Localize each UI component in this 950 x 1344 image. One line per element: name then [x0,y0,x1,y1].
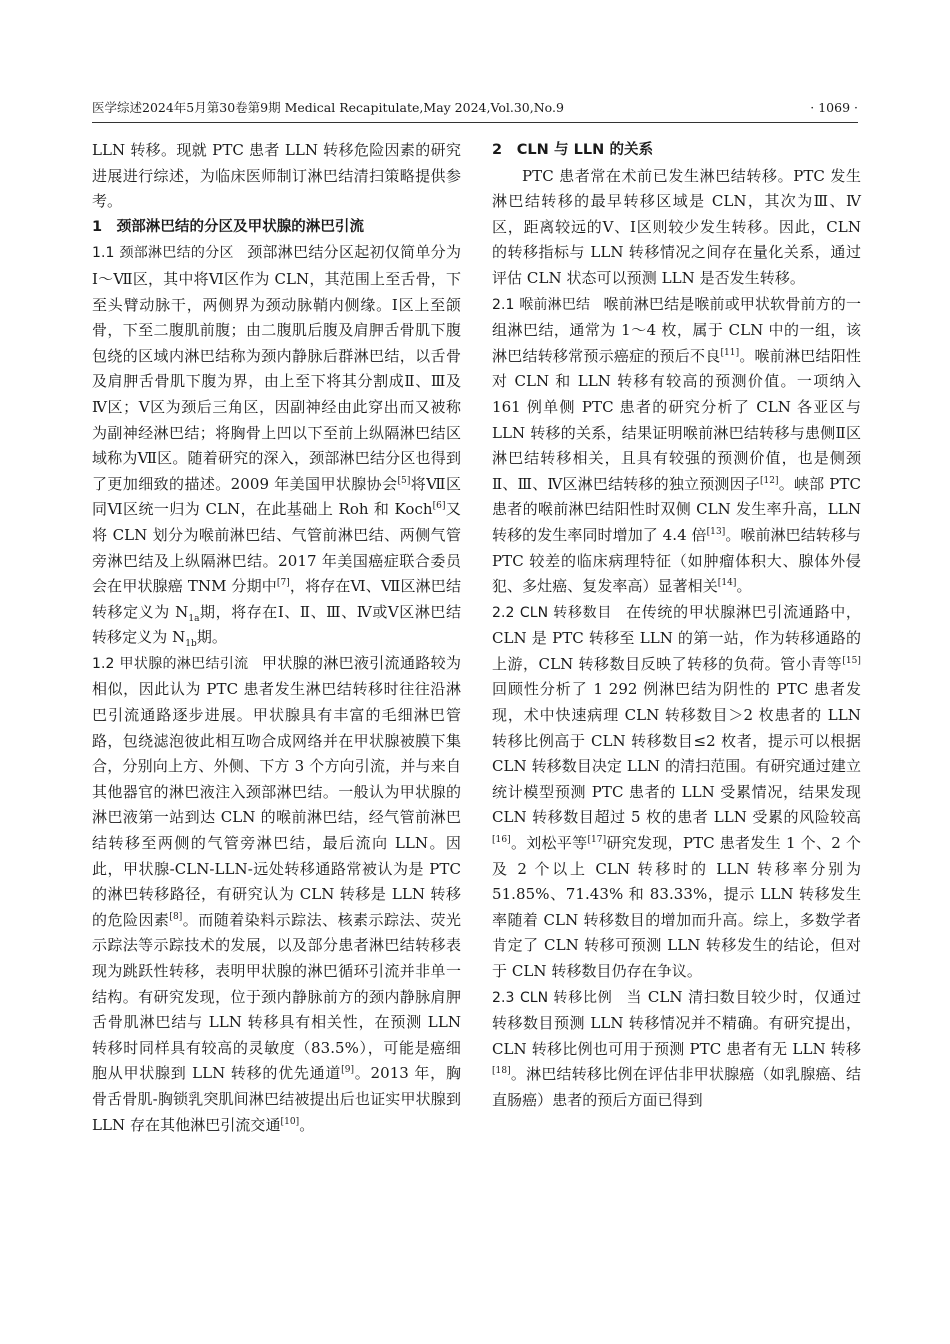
text: 期，将存在Ⅰ、Ⅱ、Ⅲ、Ⅳ或Ⅴ区淋巴结转移定义为 N [92,602,461,647]
text: 。喉前淋巴结转移与 PTC 较差的临床病理特征（如肿瘤体积大、腺体外侵犯、多灶癌、复发率高）显著相关 [492,525,862,596]
left-column [92,138,461,1138]
section-2-3-number: 2.3 [492,989,515,1006]
citation-ref[interactable]: [8] [169,911,183,922]
text: 回顾性分析了 1 292 例淋巴结为阴性的 PTC 患者发现，术中快速病理 CLN 转移数目＞2 枚患者的 LLN 转移比例高于 CLN 转移数目≤2 枚者，提示可以根据 CLN 转移数目决定 LLN 的清扫范围。有研究通过建立统计模型预测 PTC 患者的 LLN 受累情况，结果发现 CLN 转移数目超过 5 枚的患者 LLN 受累的风险较高 [492,680,861,827]
right-column [492,138,861,1114]
text: 。刘松平等 [510,834,588,853]
text: 。2013 年，胸骨舌骨肌-胸锁乳突肌间淋巴结被提出后也证实甲状腺到 LLN 存在其他淋巴引流交通 [92,1064,461,1134]
text: 喉前淋巴结是喉前或甲状软骨前方的一组淋巴结，通常为 1～4 枚，属于 CLN 中的一组，该淋巴结转移常预示癌症的预后不良 [492,294,862,365]
section-2-paragraph: PTC 患者常在术前已发生淋巴结转移。PTC 发生淋巴结转移的最早转移区域是 CLN，其次为Ⅲ、Ⅳ区，距离较远的Ⅴ、Ⅰ区则较少发生转移。因此，CLN 的转移指标与 LLN 转移情况之间存在量化关系，通过评估 CLN 状态可以预测 LLN 是否发生转移。 [492,166,861,287]
section-1-2-title: 甲状腺的淋巴结引流 [119,655,249,672]
text: 当 CLN 清扫数目较少时，仅通过转移数目预测 LLN 转移情况并不精确。有研究提出，CLN 转移比例也可用于预测 PTC 患者有无 LLN 转移 [492,987,862,1058]
citation-ref[interactable]: [9] [341,1065,355,1076]
text: 。淋巴结转移比例在评估非甲状腺癌（如乳腺癌、结直肠癌）患者的预后方面已得到 [492,1065,861,1109]
section-2-2-title: CLN 转移数目 [519,604,613,621]
page-number: · 1069 · [810,100,858,115]
text: 。 [736,577,752,596]
text: 在传统的甲状腺淋巴引流通路中，CLN 是 PTC 转移至 LLN 的第一站，作为转移通路的上游，CLN 转移数目反映了转移的负荷。管小青等 [492,602,861,673]
section-2-1-number: 2.1 [492,296,515,313]
text: 。而随着染料示踪法、核素示踪法、荧光示踪法等示踪技术的发展，以及部分患者淋巴结转移表现为跳跃性转移，表明甲状腺的淋巴循环引流并非单一结构。有研究发现，位于颈内静脉前方的颈内静脉肩胛舌骨肌淋巴结与 LLN 转移具有相关性，在预测 LLN 转移时同样具有较高的灵敏度（83.5%），可能是癌细胞从甲状腺到 LLN 转移的优先通道 [92,910,461,1083]
citation-ref[interactable]: [7] [276,578,290,589]
section-2-3-paragraph [492,985,861,1114]
text: 颈部淋巴结分区起初仅简单分为Ⅰ～Ⅶ区，其中将Ⅵ区作为 CLN，其范围上至舌骨，下至头臂动脉干，两侧界为颈动脉鞘内侧缘。Ⅰ区上至颌骨，下至二腹肌前腹；由二腹肌后腹及肩胛舌骨肌下腹包绕的区域内淋巴结称为颈内静脉后群淋巴结，以舌骨及肩胛舌骨肌下腹为界，由上至下将其分割成Ⅱ、Ⅲ及Ⅳ区；Ⅴ区为颈后三角区，因副神经由此穿出而又被称为副神经淋巴结；将胸骨上凹以下至前上纵隔淋巴结区域称为Ⅶ区。随着研究的深入，颈部淋巴结分区也得到了更加细致的描述。2009 年美国甲状腺协会 [92,243,462,493]
citation-ref[interactable]: [6] [432,501,446,512]
citation-ref[interactable]: [17] [587,835,607,846]
subscript: 1b [185,639,197,650]
citation-ref[interactable]: [16] [492,835,511,846]
section-2-1-title: 喉前淋巴结 [519,296,591,313]
section-1-1-number: 1.1 [92,245,115,262]
citation-ref[interactable]: [15] [842,655,861,666]
text: 将Ⅶ区同Ⅵ区统一归为 CLN，在此基础上 Roh 和 Koch [92,474,461,519]
section-2-3-title: CLN 转移比例 [519,989,613,1006]
text: ，将存在Ⅵ、Ⅶ区淋巴结转移定义为 N [92,577,461,621]
text: 研究发现，PTC 患者发生 1 个、2 个及 2 个以上 CLN 转移时的 LLN 转移率分别为 51.85%、71.43% 和 83.33%，提示 LLN 转移发生率随着 CLN 转移数目的增加而升高。综上，多数学者肯定了 CLN 转移可预测 LLN 转移发生的结论，但对于 CLN 转移数目仍存在争议。 [492,834,861,980]
citation-ref[interactable]: [5] [397,475,411,486]
section-2-2-number: 2.2 [492,604,515,621]
citation-ref[interactable]: [18] [492,1066,511,1077]
section-2-heading: 2 CLN 与 LLN 的关系 [492,142,654,158]
journal-citation: 医学综述2024年5月第30卷第9期 Medical Recapitulate,May 2024,Vol.30,No.9 [92,100,564,115]
section-2-1-paragraph [492,292,861,600]
section-1-2-paragraph [92,651,461,1138]
citation-ref[interactable]: [11] [720,347,740,358]
text: 甲状腺的淋巴液引流通路较为相似，因此认为 PTC 患者发生淋巴结转移时往往沿淋巴引流通路逐步进展。甲状腺具有丰富的毛细淋巴管路，包绕滤泡彼此相互吻合成网络并在甲状腺被膜下集合，分别向上方、外侧、下方 3 个方向引流，并与来自其他器官的淋巴液注入颈部淋巴结。一般认为甲状腺的淋巴液第一站到达 CLN 的喉前淋巴结，经气管前淋巴结转移至两侧的气管旁淋巴结，最后流向 LLN。因此，甲状腺-CLN-LLN-远处转移通路常被认为是 PTC 的淋巴转移路径，有研究认为 CLN 转移是 LLN 转移的危险因素 [92,653,462,929]
citation-ref[interactable]: [14] [717,578,737,589]
citation-ref[interactable]: [13] [706,526,726,537]
text: 期。 [196,628,227,647]
section-1-2-number: 1.2 [92,655,115,672]
section-1-1-paragraph [92,240,461,651]
text: 。峡部 PTC 患者的喉前淋巴结阳性时双侧 CLN 发生率升高，LLN 转移的发生率同时增加了 4.4 倍 [492,474,861,544]
section-1-1-title: 颈部淋巴结的分区 [119,245,234,262]
running-header [92,98,858,123]
section-2-2-paragraph [492,600,861,985]
section-1-heading: 1 颈部淋巴结的分区及甲状腺的淋巴引流 [92,218,365,235]
text: 又将 CLN 划分为喉前淋巴结、气管前淋巴结、两侧气管旁淋巴结及上纵隔淋巴结。2017 年美国癌症联合委员会在甲状腺癌 TNM 分期中 [92,500,461,596]
citation-ref[interactable]: [12] [759,475,779,486]
text: 。喉前淋巴结阳性对 CLN 和 LLN 转移有较高的预测价值。一项纳入 161 例单侧 PTC 患者的研究分析了 CLN 各亚区与 LLN 转移的关系，结果证明喉前淋巴结转移与患侧Ⅱ区淋巴结转移相关，且具有较强的预测价值，也是侧颈Ⅱ、Ⅲ、Ⅳ区淋巴结转移的独立预测因子 [492,346,861,493]
subscript: 1a [188,613,200,624]
text: 。 [299,1115,315,1134]
intro-paragraph: LLN 转移。现就 PTC 患者 LLN 转移危险因素的研究进展进行综述，为临床医师制订淋巴结清扫策略提供参考。 [92,141,461,211]
citation-ref[interactable]: [10] [280,1116,300,1127]
